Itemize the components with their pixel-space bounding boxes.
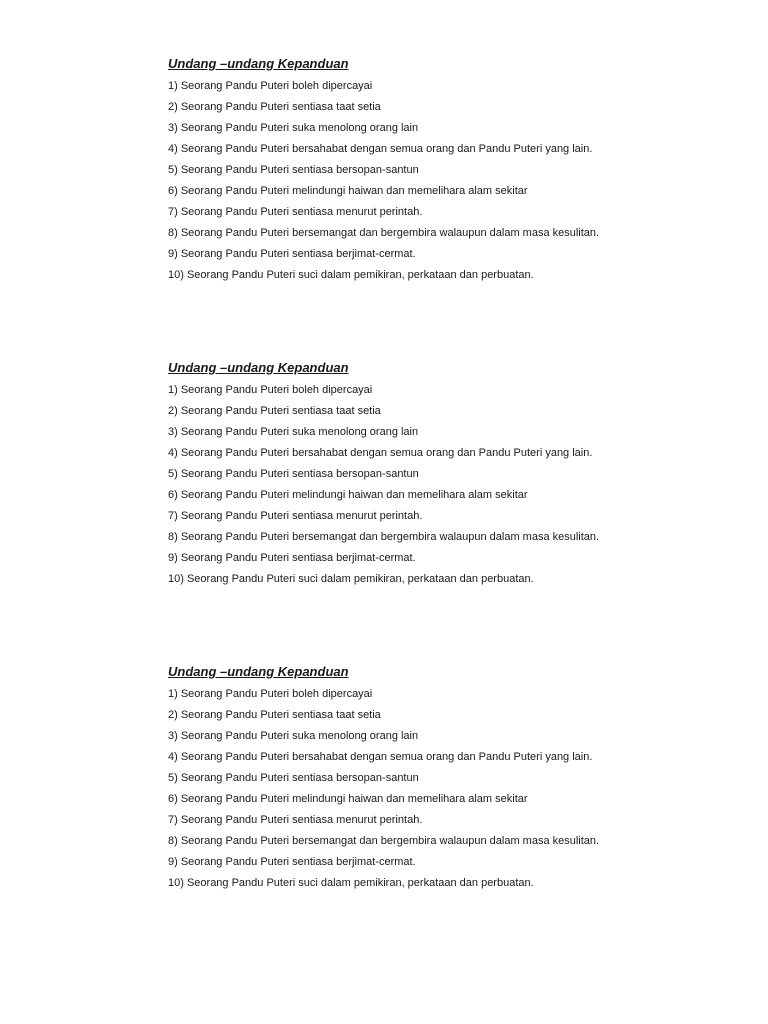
law-item: 1) Seorang Pandu Puteri boleh dipercayai xyxy=(168,688,373,700)
law-item: 10) Seorang Pandu Puteri suci dalam pemikiran, perkataan dan perbuatan. xyxy=(168,573,534,585)
law-item: 7) Seorang Pandu Puteri sentiasa menurut perintah. xyxy=(168,206,423,218)
law-item: 6) Seorang Pandu Puteri melindungi haiwan dan memelihara alam sekitar xyxy=(168,185,528,197)
law-item: 2) Seorang Pandu Puteri sentiasa taat setia xyxy=(168,405,381,417)
law-item: 8) Seorang Pandu Puteri bersemangat dan bergembira walaupun dalam masa kesulitan. xyxy=(168,835,600,847)
law-item: 6) Seorang Pandu Puteri melindungi haiwan dan memelihara alam sekitar xyxy=(168,793,528,805)
law-item: 5) Seorang Pandu Puteri sentiasa bersopan-santun xyxy=(168,164,419,176)
law-item: 5) Seorang Pandu Puteri sentiasa bersopan-santun xyxy=(168,772,419,784)
law-item: 7) Seorang Pandu Puteri sentiasa menurut perintah. xyxy=(168,814,423,826)
law-item: 5) Seorang Pandu Puteri sentiasa bersopan-santun xyxy=(168,468,419,480)
section-title: Undang –undang Kepanduan xyxy=(168,664,349,679)
law-item: 9) Seorang Pandu Puteri sentiasa berjimat-cermat. xyxy=(168,552,416,564)
scout-laws-section-1 xyxy=(168,56,608,286)
law-item: 1) Seorang Pandu Puteri boleh dipercayai xyxy=(168,80,373,92)
law-list xyxy=(168,684,608,894)
law-item: 4) Seorang Pandu Puteri bersahabat dengan semua orang dan Pandu Puteri yang lain. xyxy=(168,143,593,155)
law-item: 4) Seorang Pandu Puteri bersahabat dengan semua orang dan Pandu Puteri yang lain. xyxy=(168,751,593,763)
law-item: 2) Seorang Pandu Puteri sentiasa taat setia xyxy=(168,101,381,113)
law-item: 7) Seorang Pandu Puteri sentiasa menurut perintah. xyxy=(168,510,423,522)
section-title: Undang –undang Kepanduan xyxy=(168,360,349,375)
law-item: 10) Seorang Pandu Puteri suci dalam pemikiran, perkataan dan perbuatan. xyxy=(168,269,534,281)
law-item: 3) Seorang Pandu Puteri suka menolong orang lain xyxy=(168,426,419,438)
scout-laws-section-2 xyxy=(168,360,608,590)
law-item: 8) Seorang Pandu Puteri bersemangat dan bergembira walaupun dalam masa kesulitan. xyxy=(168,227,600,239)
law-item: 4) Seorang Pandu Puteri bersahabat dengan semua orang dan Pandu Puteri yang lain. xyxy=(168,447,593,459)
law-list xyxy=(168,380,608,590)
law-item: 9) Seorang Pandu Puteri sentiasa berjimat-cermat. xyxy=(168,248,416,260)
law-list xyxy=(168,76,608,286)
law-item: 3) Seorang Pandu Puteri suka menolong orang lain xyxy=(168,730,419,742)
law-item: 2) Seorang Pandu Puteri sentiasa taat setia xyxy=(168,709,381,721)
section-title: Undang –undang Kepanduan xyxy=(168,56,349,71)
law-item: 8) Seorang Pandu Puteri bersemangat dan bergembira walaupun dalam masa kesulitan. xyxy=(168,531,600,543)
law-item: 1) Seorang Pandu Puteri boleh dipercayai xyxy=(168,384,373,396)
law-item: 10) Seorang Pandu Puteri suci dalam pemikiran, perkataan dan perbuatan. xyxy=(168,877,534,889)
law-item: 3) Seorang Pandu Puteri suka menolong orang lain xyxy=(168,122,419,134)
scout-laws-section-3 xyxy=(168,664,608,894)
law-item: 9) Seorang Pandu Puteri sentiasa berjimat-cermat. xyxy=(168,856,416,868)
law-item: 6) Seorang Pandu Puteri melindungi haiwan dan memelihara alam sekitar xyxy=(168,489,528,501)
